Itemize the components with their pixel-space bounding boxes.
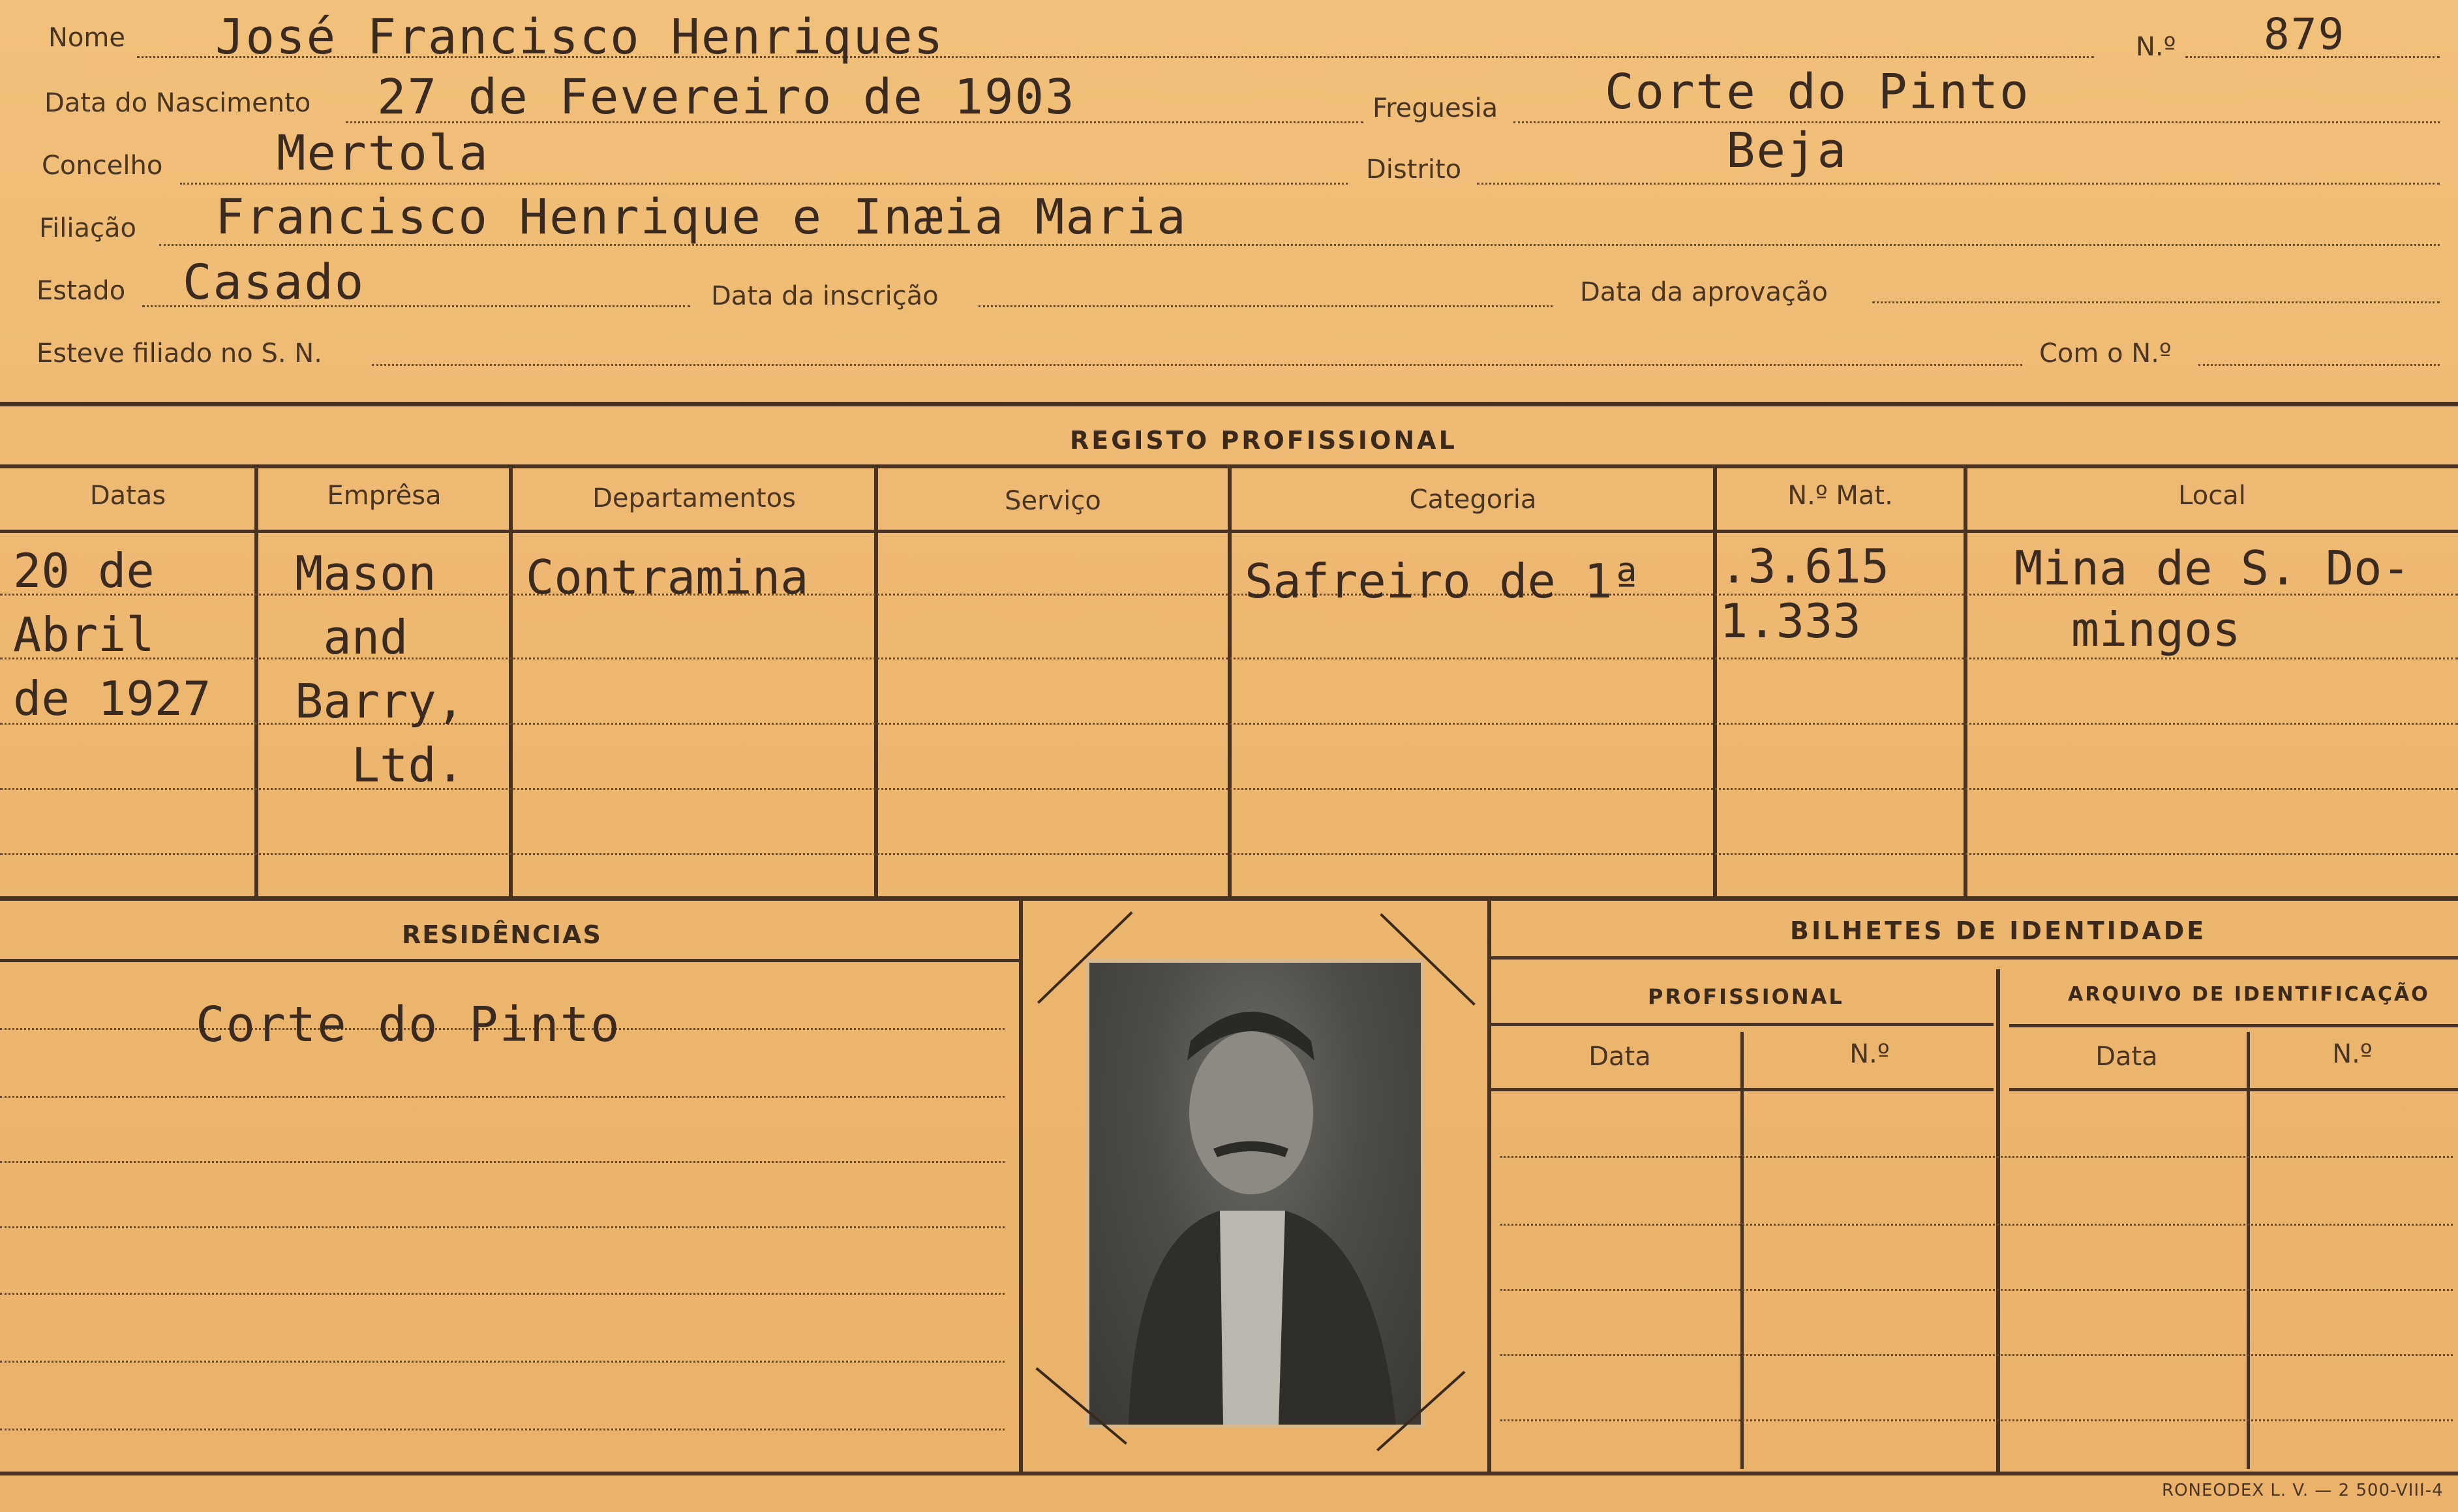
inscricao-label: Data da inscrição <box>711 281 939 311</box>
nascimento-label: Data do Nascimento <box>44 88 311 118</box>
col-categoria: Categoria <box>1409 485 1537 515</box>
bilhetes-arquivo: ARQUIVO DE IDENTIFICAÇÃO <box>2068 983 2430 1006</box>
numero-value: 879 <box>2264 9 2346 59</box>
col-departamentos: Departamentos <box>592 483 796 513</box>
aprovacao-label: Data da aprovação <box>1580 277 1828 307</box>
registo-departamento-cell: Contramina <box>526 550 809 605</box>
nascimento-value: 27 de Fevereiro de 1903 <box>377 69 1076 125</box>
residencias-title: RESIDÊNCIAS <box>402 920 602 949</box>
registo-categoria-cell: Safreiro de 1ª <box>1245 554 1641 609</box>
col-datas: Datas <box>89 481 166 511</box>
registo-mat-cell: .3.615 1.333 <box>1720 539 1890 648</box>
col-empresa: Emprêsa <box>327 481 442 511</box>
bilhetes-profissional: PROFISSIONAL <box>1648 984 1844 1009</box>
portrait-photo <box>1085 959 1425 1429</box>
filiacao-value: Francisco Henrique e Inæia Maria <box>215 189 1187 245</box>
registo-local-cell: Mina de S. Do- mingos <box>2014 541 2410 657</box>
col-mat: N.º Mat. <box>1787 481 1893 511</box>
prof-data-label: Data <box>1588 1042 1651 1072</box>
concelho-label: Concelho <box>42 151 163 181</box>
residencias-entry: Corte do Pinto <box>196 997 621 1053</box>
filiacao-label: Filiação <box>39 213 136 243</box>
nome-value: José Francisco Henriques <box>215 9 945 65</box>
concelho-value: Mertola <box>277 125 489 181</box>
estado-value: Casado <box>183 254 365 310</box>
estado-label: Estado <box>37 276 126 306</box>
registo-datas-cell: 20 de Abril de 1927 <box>13 543 211 726</box>
prof-numero-label: N.º <box>1849 1039 1890 1069</box>
distrito-value: Beja <box>1726 123 1848 179</box>
distrito-label: Distrito <box>1366 155 1462 185</box>
registo-empresa-cell: Mason and Barry, Ltd. <box>295 546 465 793</box>
com-numero-label: Com o N.º <box>2039 339 2172 369</box>
arquivo-numero-label: N.º <box>2332 1039 2373 1069</box>
freguesia-label: Freguesia <box>1373 93 1498 123</box>
footer-print-code: RONEODEX L. V. — 2 500-VIII-4 <box>2162 1481 2444 1500</box>
arquivo-data-label: Data <box>2095 1042 2158 1072</box>
col-servico: Serviço <box>1005 486 1101 516</box>
filiado-label: Esteve filiado no S. N. <box>37 339 322 369</box>
numero-label: N.º <box>2136 32 2176 62</box>
col-local: Local <box>2178 481 2246 511</box>
bilhetes-title: BILHETES DE IDENTIDADE <box>1790 916 2207 945</box>
freguesia-value: Corte do Pinto <box>1605 64 2030 120</box>
nome-label: Nome <box>48 23 125 53</box>
registo-title: REGISTO PROFISSIONAL <box>1070 426 1457 455</box>
